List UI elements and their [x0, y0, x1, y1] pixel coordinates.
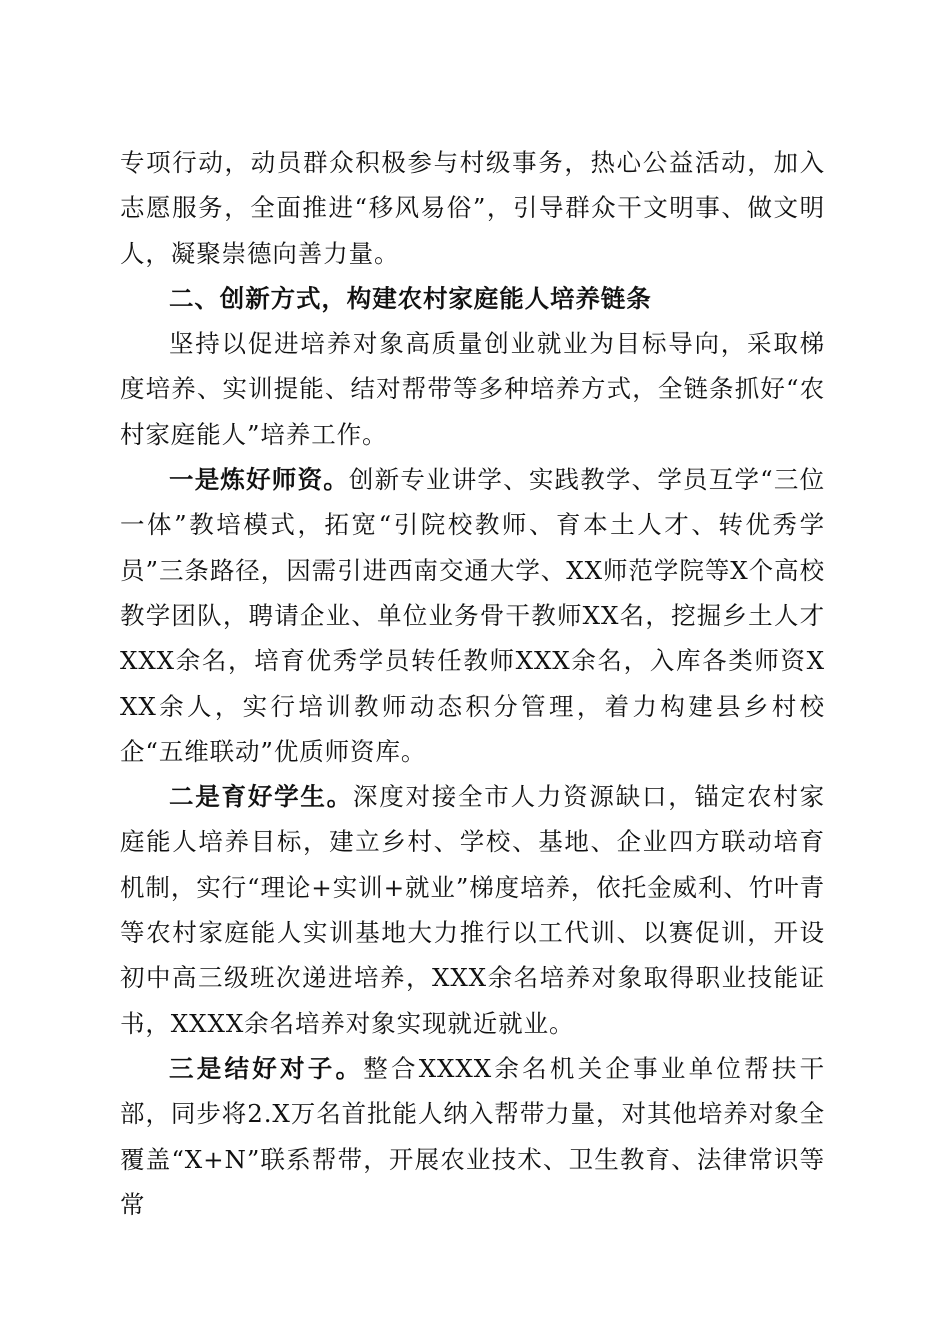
document-body — [120, 140, 825, 1227]
paragraph-lead: 二是育好学生。 — [169, 782, 353, 812]
section-heading-text: 二、创新方式，构建农村家庭能人培养链条 — [169, 283, 652, 313]
paragraph-text: 深度对接全市人力资源缺口，锚定农村家庭能人培养目标，建立乡村、学校、基地、企业四方联动培育机制，实行“理论+实训+就业”梯度培养，依托金威利、竹叶青等农村家庭能人实训基地大力推行以工代训、以赛促训，开设初中高三级班次递进培养，XXX余名培养对象取得职业技能证书，XXXX余名培养对象实现就近就业。 — [120, 782, 825, 1038]
paragraph-lead: 三是结好对子。 — [169, 1053, 364, 1083]
paragraph-teachers — [120, 457, 825, 774]
paragraph-text: 专项行动，动员群众积极参与村级事务，热心公益活动，加入志愿服务，全面推进“移风易俗”，引导群众干文明事、做文明人，凝聚崇德向善力量。 — [120, 148, 825, 268]
paragraph-text: 坚持以促进培养对象高质量创业就业为目标导向，采取梯度培养、实训提能、结对帮带等多种培养方式，全链条抓好“农村家庭能人”培养工作。 — [120, 329, 825, 449]
paragraph-text: 整合XXXX余名机关企事业单位帮扶干部，同步将2.X万名首批能人纳入帮带力量，对其他培养对象全覆盖“X+N”联系帮带，开展农业技术、卫生教育、法律常识等常 — [120, 1053, 825, 1219]
paragraph-lead: 一是炼好师资。 — [169, 465, 349, 495]
paragraph-text: 创新专业讲学、实践教学、学员互学“三位一体”教培模式，拓宽“引院校教师、育本土人才、转优秀学员”三条路径，因需引进西南交通大学、XX师范学院等X个高校教学团队，聘请企业、单位业务骨干教师XX名，挖掘乡土人才XXX余名，培育优秀学员转任教师XXX余名，入库各类师资XXX余人，实行培训教师动态积分管理，着力构建县乡村校企“五维联动”优质师资库。 — [120, 465, 825, 766]
paragraph-students — [120, 774, 825, 1046]
section-heading — [120, 276, 825, 321]
paragraph-continuation — [120, 140, 825, 276]
paragraph-pairing — [120, 1046, 825, 1227]
paragraph-intro — [120, 321, 825, 457]
